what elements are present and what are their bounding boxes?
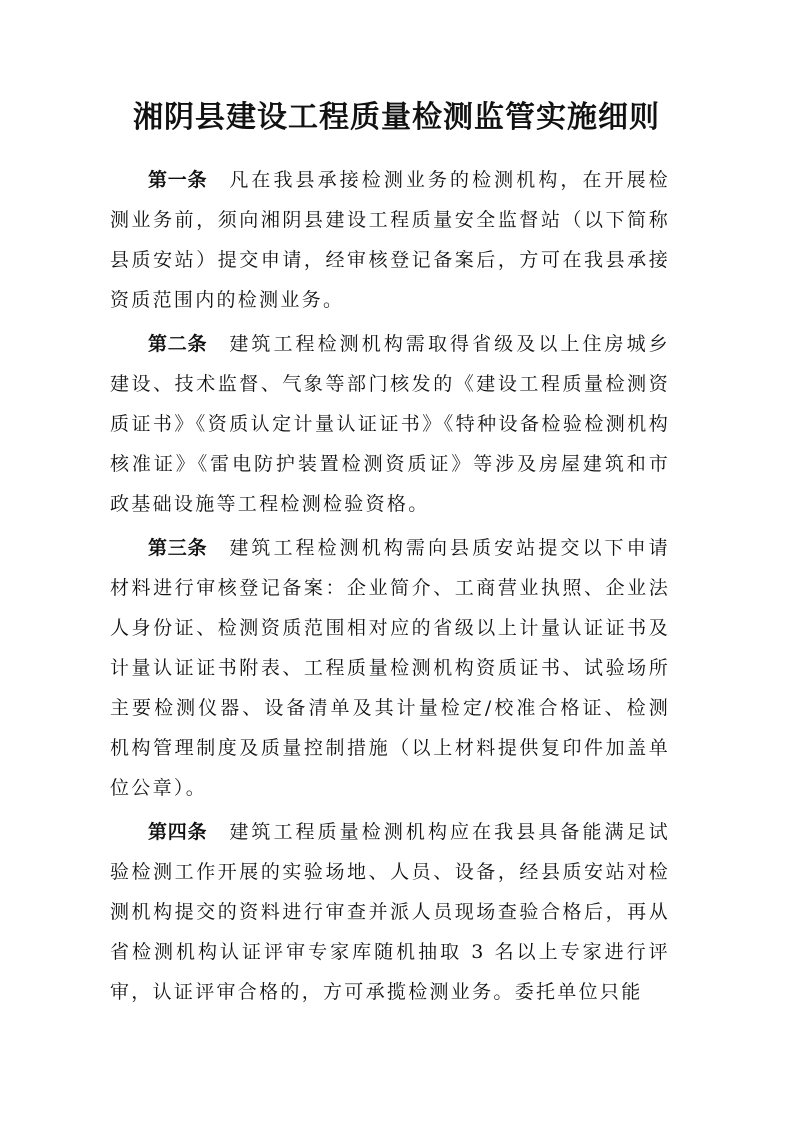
article-number: 第四条 <box>148 821 208 843</box>
article-number: 第二条 <box>148 333 208 355</box>
article-1 <box>110 160 670 320</box>
article-text: 建筑工程检测机构需向县质安站提交以下申请材料进行审核登记备案：企业简介、工商营业执照、企业法人身份证、检测资质范围相对应的省级以上计量认证证书及计量认证证书附表、工程质量检测机构资质证书、试验场所主要检测仪器、设备清单及其计量检定/校准合格证、检测机构管理制度及质量控制措施（以上材料提供复印件加盖单位公章）。 <box>110 537 670 799</box>
article-number: 第三条 <box>148 537 208 559</box>
article-3 <box>110 528 670 808</box>
article-number: 第一条 <box>148 169 208 191</box>
document-title: 湘阴县建设工程质量检测监管实施细则 <box>133 100 660 135</box>
article-2 <box>110 324 670 524</box>
article-text: 建筑工程质量检测机构应在我县具备能满足试验检测工作开展的实验场地、人员、设备，经县质安站对检测机构提交的资料进行审查并派人员现场查验合格后，再从省检测机构认证评审专家库随机抽取 3 名以上专家进行评审，认证评审合格的，方可承揽检测业务。委托单位只能 <box>110 821 670 1003</box>
article-text: 凡在我县承接检测业务的检测机构，在开展检测业务前，须向湘阴县建设工程质量安全监督站（以下简称县质安站）提交申请，经审核登记备案后，方可在我县承接资质范围内的检测业务。 <box>110 169 670 311</box>
article-text: 建筑工程检测机构需取得省级及以上住房城乡建设、技术监督、气象等部门核发的《建设工程质量检测资质证书》《资质认定计量认证证书》《特种设备检验检测机构核准证》《雷电防护装置检测资质证》等涉及房屋建筑和市政基础设施等工程检测检验资格。 <box>110 333 670 515</box>
article-4 <box>110 812 670 1012</box>
document-body <box>110 160 670 1016</box>
